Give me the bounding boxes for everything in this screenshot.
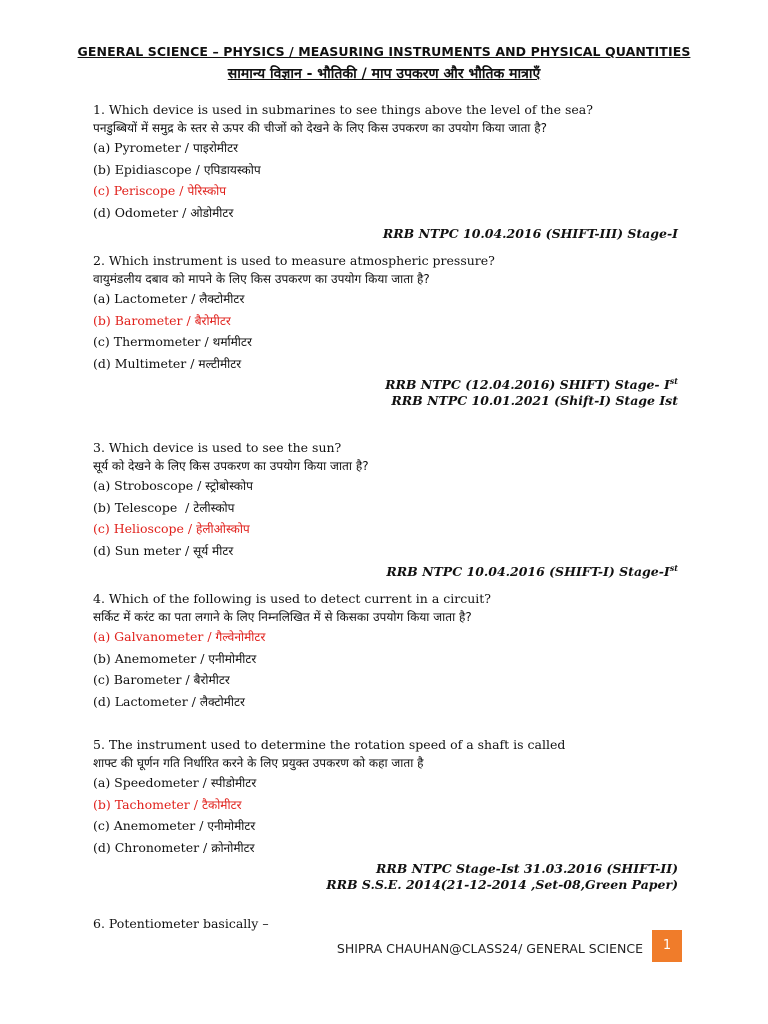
question-text-hindi: पनडुब्बियों में समुद्र के स्तर से ऊपर की चीजों को देखने के लिए किस उपकरण का उपयोग किया जाता है? xyxy=(93,121,547,135)
exam-source-text: RRB NTPC 10.04.2016 (SHIFT-I) Stage-I xyxy=(386,564,670,579)
option-label-english: (c) Barometer / xyxy=(93,672,194,687)
page-number-badge: 1 xyxy=(652,930,682,962)
option-label-hindi: स्ट्रोबोस्कोप xyxy=(205,479,253,493)
answer-option xyxy=(93,628,678,650)
option xyxy=(93,650,678,672)
option-label-english: (d) Multimeter / xyxy=(93,355,199,371)
option xyxy=(93,671,678,693)
answer-option xyxy=(93,796,678,818)
exam-source-text: RRB S.S.E. 2014(21-12-2014 ,Set-08,Green Paper) xyxy=(326,877,678,892)
exam-source xyxy=(93,861,678,877)
exam-source xyxy=(93,564,678,580)
option-label-hindi: थर्मामीटर xyxy=(212,335,252,349)
option-label-hindi: पाइरोमीटर xyxy=(192,141,239,155)
question-block xyxy=(93,439,678,590)
exam-source-text: RRB NTPC Stage-Ist 31.03.2016 (SHIFT-II) xyxy=(375,861,678,876)
question-text-hindi: सर्किट में करंट का पता लगाने के लिए निम्नलिखित में से किसका उपयोग किया जाता है? xyxy=(93,610,472,624)
option-label-english: (b) Anemometer / xyxy=(93,650,209,666)
footer-author: SHIPRA CHAUHAN@CLASS24/ GENERAL SCIENCE xyxy=(336,941,643,956)
answer-option xyxy=(93,520,678,542)
option-label-english: (b) Epidiascope / xyxy=(93,161,204,177)
question-text-hindi: शाफ्ट की घूर्णन गति निर्धारित करने के लिए प्रयुक्त उपकरण को कहा जाता है xyxy=(93,756,424,770)
exam-source-text: RRB NTPC 10.04.2016 (SHIFT-III) Stage-I xyxy=(382,226,678,241)
question-text-hindi: वायुमंडलीय दबाव को मापने के लिए किस उपकरण का उपयोग किया जाता है? xyxy=(93,272,430,286)
question-text-english: 2. Which instrument is used to measure atmospheric pressure? xyxy=(93,253,495,268)
answer-option xyxy=(93,312,678,334)
exam-source xyxy=(93,877,678,893)
exam-source xyxy=(93,226,678,242)
question-text-english: 4. Which of the following is used to detect current in a circuit? xyxy=(93,591,491,606)
option xyxy=(93,333,678,355)
option-label-hindi: क्रोनोमीटर xyxy=(211,840,255,855)
page-title-hindi: सामान्य विज्ञान - भौतिकी / माप उपकरण और भौतिक मात्राएँ xyxy=(227,66,541,82)
option-label-hindi: ओडोमीटर xyxy=(190,205,234,220)
option-label-hindi: बैरोमीटर xyxy=(194,313,231,328)
option-label-english: (d) Lactometer / xyxy=(93,693,200,709)
answer-option xyxy=(93,182,678,204)
option-label-hindi: बैरोमीटर xyxy=(193,673,230,687)
option-label-hindi: एपिडायस्कोप xyxy=(203,162,261,177)
exam-source xyxy=(93,377,678,393)
option-label-english: (d) Chronometer / xyxy=(93,839,212,855)
option-label-english: (b) Telescope / xyxy=(93,499,194,515)
question-list xyxy=(93,101,678,945)
option-label-english: (a) Stroboscope / xyxy=(93,478,206,493)
question-text-english: 6. Potentiometer basically – xyxy=(93,916,269,931)
option xyxy=(93,477,678,499)
option xyxy=(93,542,678,564)
option-label-english: (a) Galvanometer / xyxy=(93,629,216,644)
option-label-english: (b) Tachometer / xyxy=(93,796,202,812)
option xyxy=(93,693,678,715)
option-label-hindi: पेरिस्कोप xyxy=(187,184,227,198)
option xyxy=(93,204,678,226)
question-block xyxy=(93,101,678,252)
option-label-hindi: लैक्टोमीटर xyxy=(199,694,245,709)
option-label-hindi: लैक्टोमीटर xyxy=(199,292,245,306)
option-label-english: (d) Odometer / xyxy=(93,204,191,220)
question-text-english: 3. Which device is used to see the sun? xyxy=(93,440,342,455)
option-label-english: (c) Periscope / xyxy=(93,183,188,198)
option-label-english: (d) Sun meter / xyxy=(93,542,194,558)
exam-source-superscript: st xyxy=(669,375,678,386)
option-label-hindi: टेलीस्कोप xyxy=(193,500,235,515)
question-text-hindi: सूर्य को देखने के लिए किस उपकरण का उपयोग किया जाता है? xyxy=(93,459,369,473)
option xyxy=(93,839,678,861)
option-label-hindi: स्पीडोमीटर xyxy=(210,776,257,790)
option-label-english: (a) Lactometer / xyxy=(93,291,200,306)
option-label-english: (c) Helioscope / xyxy=(93,521,197,536)
option-label-hindi: टैकोमीटर xyxy=(201,797,242,812)
exam-source-superscript: st xyxy=(669,562,678,573)
option-label-english: (b) Barometer / xyxy=(93,312,195,328)
option-label-hindi: एनीमोमीटर xyxy=(208,651,257,666)
option-label-english: (c) Anemometer / xyxy=(93,818,208,833)
option-label-hindi: हेलीओस्कोप xyxy=(196,522,250,536)
exam-source xyxy=(93,393,678,409)
option-label-hindi: एनीमोमीटर xyxy=(207,819,256,833)
exam-source-text: RRB NTPC 10.01.2021 (Shift-I) Stage Ist xyxy=(391,393,678,408)
option xyxy=(93,139,678,161)
question-block xyxy=(93,736,678,915)
exam-source-text: RRB NTPC (12.04.2016) SHIFT) Stage- I xyxy=(385,377,670,392)
question-text-english: 5. The instrument used to determine the rotation speed of a shaft is called xyxy=(93,737,566,752)
option xyxy=(93,774,678,796)
option-label-english: (c) Thermometer / xyxy=(93,334,213,349)
question-block xyxy=(93,590,678,736)
option-label-hindi: सूर्य मीटर xyxy=(193,543,234,558)
question-text-english: 1. Which device is used in submarines to see things above the level of the sea? xyxy=(93,102,593,117)
option xyxy=(93,817,678,839)
option xyxy=(93,499,678,521)
option-label-english: (a) Pyrometer / xyxy=(93,140,193,155)
option-label-hindi: गैल्वेनोमीटर xyxy=(215,630,266,644)
option xyxy=(93,355,678,377)
question-block xyxy=(93,252,678,439)
option xyxy=(93,161,678,183)
page-title-english: GENERAL SCIENCE – PHYSICS / MEASURING INSTRUMENTS AND PHYSICAL QUANTITIES xyxy=(77,44,691,59)
option-label-english: (a) Speedometer / xyxy=(93,775,211,790)
option xyxy=(93,290,678,312)
option-label-hindi: मल्टीमीटर xyxy=(198,356,242,371)
